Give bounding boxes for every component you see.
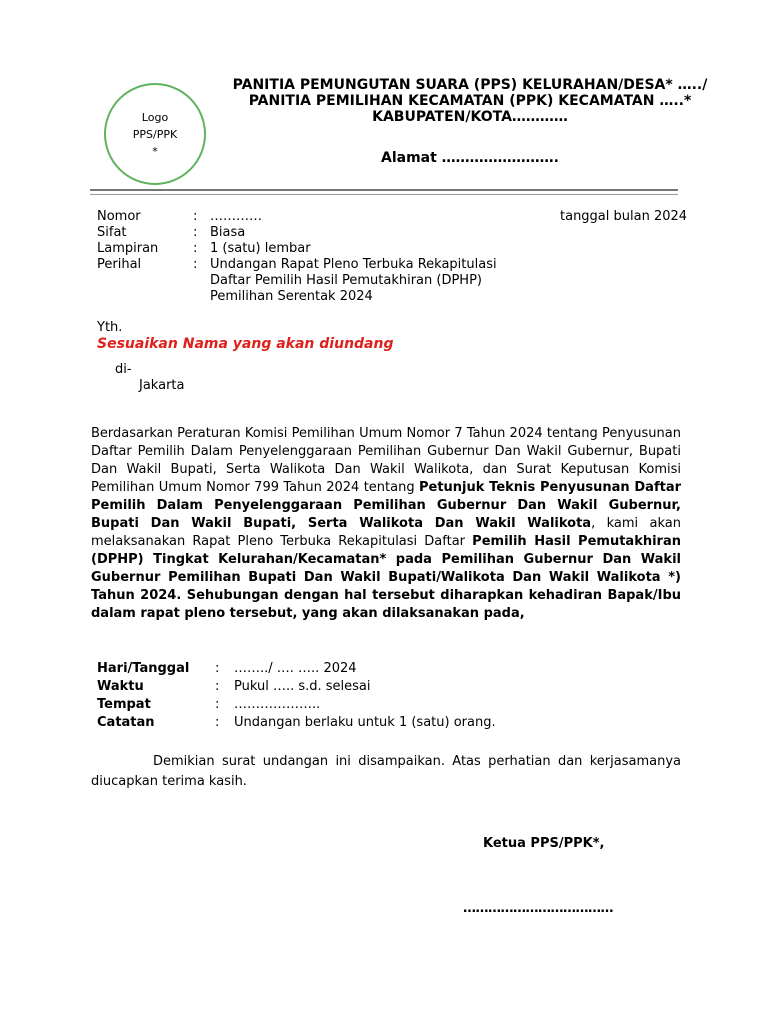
body-bold-regulation: Petunjuk Teknis Penyusunan Daftar Pemilih Dalam Penyelenggaraan Pemilihan Gubernur Dan Wakil Gubernur, Bupati Dan Wakil Bupati, Serta Walikota Dan Wakil Walikota [91, 480, 682, 531]
recipient-city: Jakarta [139, 378, 185, 393]
meta-label: Nomor [97, 209, 141, 224]
header-divider-thin [90, 194, 678, 195]
meta-row-nomor [97, 209, 550, 225]
schedule-row [97, 696, 496, 714]
closing-paragraph: Demikian surat undangan ini disampaikan. Atas perhatian dan kerjasamanya diucapkan terima kasih. [91, 754, 681, 789]
meta-row-lampiran [97, 241, 550, 257]
meta-label: Sifat [97, 225, 127, 240]
header-divider-thick [90, 189, 678, 191]
schedule-colon: : [215, 715, 220, 730]
schedule-colon: : [215, 679, 220, 694]
schedule-colon: : [215, 661, 220, 676]
letterhead-address: Alamat ……………………. [380, 150, 559, 166]
schedule-row [97, 678, 496, 696]
logo-text-line1: Logo [141, 110, 169, 124]
schedule-value: Pukul ….. s.d. selesai [234, 679, 371, 694]
meta-value: Undangan Rapat Pleno Terbuka Rekapitulasi Daftar Pemilih Hasil Pemutakhiran (DPHP) Pemilihan Serentak 2024 [210, 257, 497, 304]
body-mid: , kami akan melaksanakan Rapat Pleno Terbuka Rekapitulasi Daftar [91, 516, 681, 549]
body-bold-details: Pemilih Hasil Pemutakhiran (DPHP) Tingkat Kelurahan/Kecamatan* pada Pemilihan Gubernur Dan Wakil Gubernur Pemilihan Bupati Dan Wakil Bupati/Walikota Dan Wakil Walikota *) Tahun 2024. Sehubungan dengan hal tersebut diharapkan kehadiran Bapak/Ibu dalam rapat pleno tersebut, yang akan dilaksanakan pada, [91, 534, 681, 621]
schedule-row [97, 714, 496, 732]
meta-value: Biasa [210, 225, 246, 240]
body-intro: Berdasarkan Peraturan Komisi Pemilihan Umum Nomor 7 Tahun 2024 tentang Penyusunan Daftar Pemilih Dalam Penyelenggaraan Pemilihan Gubernur Dan Wakil Gubernur, Bupati Dan Wakil Bupati, Serta Walikota Dan Wakil Walikota, dan Surat Keputusan Komisi Pemilihan Umum Nomor 799 Tahun 2024 tentang [91, 426, 681, 495]
signature-line: ……………………………… [463, 901, 613, 916]
meta-colon: : [193, 225, 198, 240]
schedule-value: ……………….. [234, 697, 321, 712]
letterhead [200, 77, 740, 166]
letterhead-line2: PANITIA PEMILIHAN KECAMATAN (PPK) KECAMATAN …..* [248, 93, 692, 109]
meta-colon: : [193, 241, 198, 256]
schedule [97, 660, 496, 732]
meta-colon: : [193, 209, 198, 224]
letter-date: tanggal bulan 2024 [560, 209, 688, 224]
schedule-label: Catatan [97, 715, 155, 730]
schedule-label: Tempat [97, 697, 151, 712]
meta-label: Perihal [97, 257, 142, 272]
meta-row-sifat [97, 225, 550, 241]
meta-row-perihal [97, 257, 550, 305]
schedule-label: Hari/Tanggal [97, 661, 190, 676]
logo-placeholder [104, 83, 206, 185]
letterhead-line3: KABUPATEN/KOTA………… [372, 109, 568, 125]
letterhead-line1: PANITIA PEMUNGUTAN SUARA (PPS) KELURAHAN/DESA* …../ [232, 77, 708, 93]
invitee-name: Sesuaikan Nama yang akan diundang [97, 336, 394, 352]
meta-value: 1 (satu) lembar [210, 241, 311, 256]
signature-title: Ketua PPS/PPK*, [483, 836, 605, 851]
recipient-di: di- [115, 362, 132, 377]
meta-value: ………… [210, 209, 262, 224]
logo-text-line2: PPS/PPK [132, 127, 178, 141]
logo-text-line3: * [152, 144, 158, 158]
salutation: Yth. [97, 320, 123, 335]
schedule-colon: : [215, 697, 220, 712]
schedule-label: Waktu [97, 679, 144, 694]
meta-colon: : [193, 257, 198, 272]
body-paragraph [91, 425, 681, 623]
schedule-value: Undangan berlaku untuk 1 (satu) orang. [234, 715, 496, 730]
schedule-row [97, 660, 496, 678]
schedule-value: ……../ …. ….. 2024 [234, 661, 357, 676]
meta-label: Lampiran [97, 241, 159, 256]
letter-meta [97, 209, 550, 305]
